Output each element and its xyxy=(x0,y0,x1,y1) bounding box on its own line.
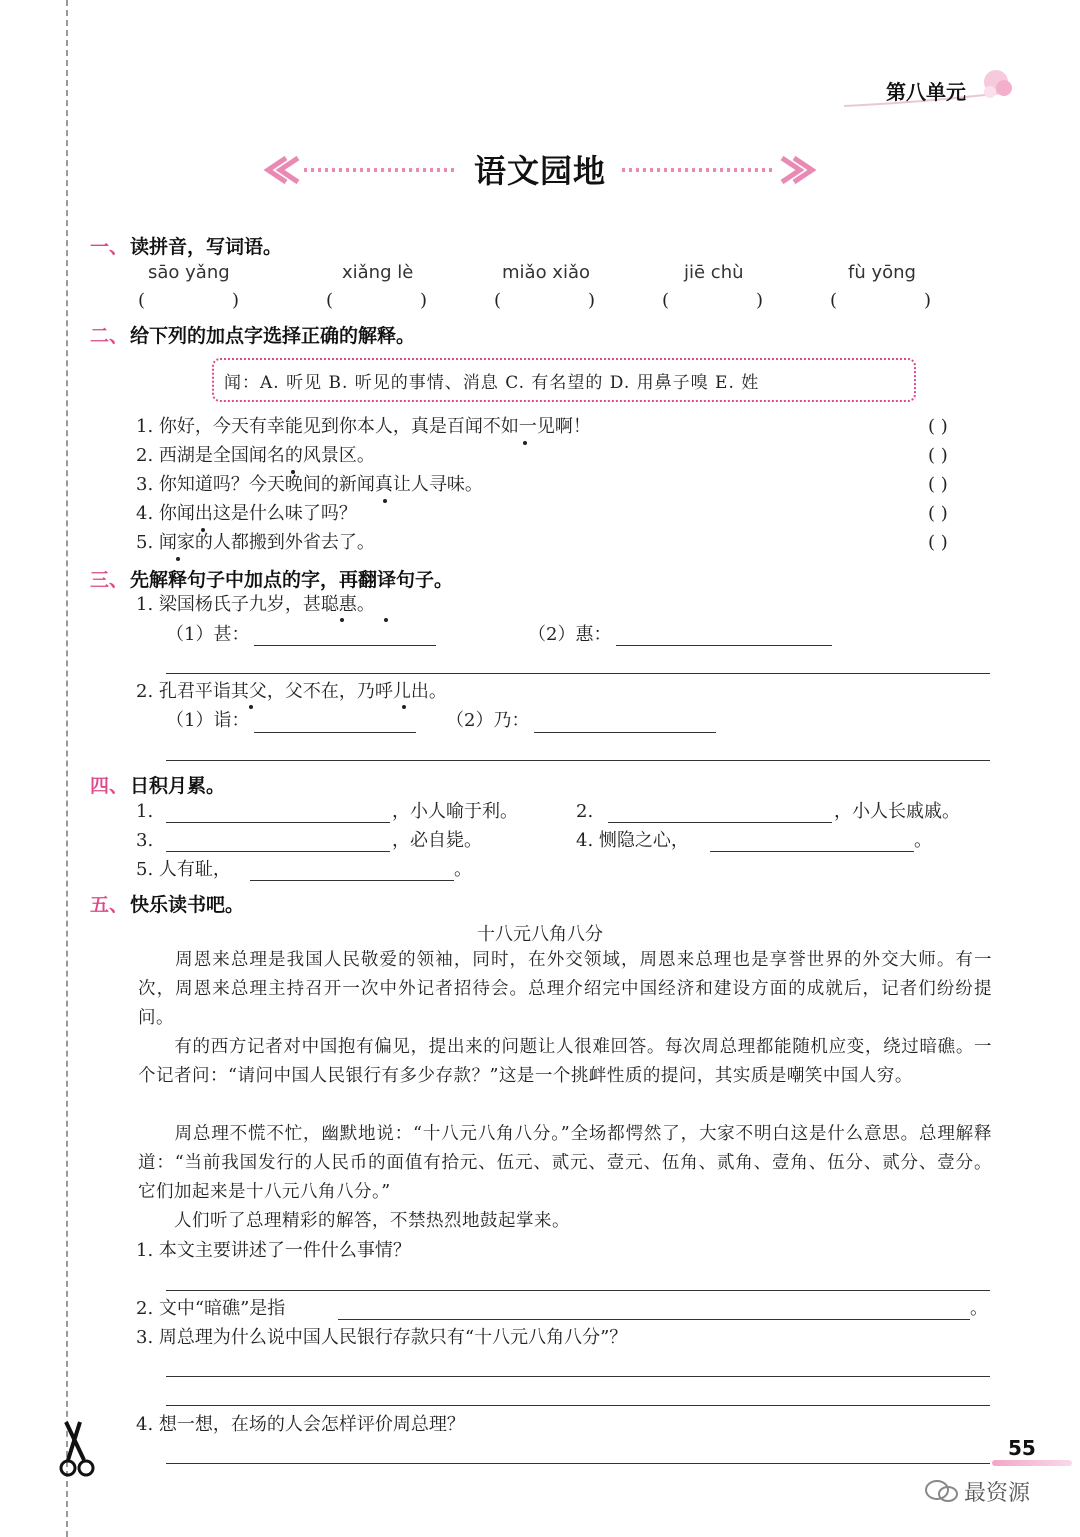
story-paragraph: 人们听了总理精彩的解答，不禁热烈地鼓起掌来。 xyxy=(138,1211,570,1231)
answer-line[interactable] xyxy=(166,851,390,852)
item-number: 3. xyxy=(136,830,154,851)
proverb-head: 5. 人有耻， xyxy=(136,859,231,880)
sentence-end: 。 xyxy=(970,1298,988,1319)
answer-line[interactable] xyxy=(608,822,832,823)
answer-open[interactable]: ( xyxy=(830,290,838,311)
explain-label: （1）诣： xyxy=(166,710,250,731)
answer-open[interactable]: ( xyxy=(494,290,502,311)
question-item: 3. 你知道吗？今天晚间的新闻真让人寻味。 xyxy=(136,474,483,495)
definition-text: 闻：A. 听见 B. 听见的事情、消息 C. 有名望的 D. 用鼻子嗅 E. 姓 xyxy=(224,373,760,393)
answer-paren[interactable]: ( ) xyxy=(928,532,948,553)
page-title-banner xyxy=(262,146,818,194)
wechat-icon xyxy=(924,1478,960,1504)
pinyin-5: fù yōng xyxy=(848,262,916,283)
proverb-tail: ，小人长戚戚。 xyxy=(834,801,960,822)
emphasis-dot xyxy=(402,705,406,709)
emphasis-dot xyxy=(340,618,344,622)
pinyin-3: miǎo xiǎo xyxy=(502,262,590,283)
answer-line[interactable] xyxy=(166,1405,990,1406)
answer-open[interactable]: ( xyxy=(326,290,334,311)
reading-question-2: 2. 文中“暗礁”是指 xyxy=(136,1298,286,1319)
answer-paren[interactable]: ( ) xyxy=(928,474,948,495)
page-number-bar xyxy=(992,1460,1072,1466)
reading-question-4: 4. 想一想，在场的人会怎样评价周总理？ xyxy=(136,1414,465,1435)
proverb-tail: ，小人喻于利。 xyxy=(392,801,518,822)
answer-line[interactable] xyxy=(166,822,390,823)
question-item: 2. 西湖是全国闻名的风景区。 xyxy=(136,445,375,466)
answer-paren[interactable]: ( ) xyxy=(928,503,948,524)
answer-line[interactable] xyxy=(616,645,832,646)
answer-line[interactable] xyxy=(710,851,914,852)
explain-label: （1）甚： xyxy=(166,624,250,645)
answer-close: ) xyxy=(756,290,764,311)
reading-question-3: 3. 周总理为什么说中国人民银行存款只有“十八元八角八分”？ xyxy=(136,1327,628,1348)
answer-line[interactable] xyxy=(166,1463,990,1464)
question-item: 5. 闻家的人都搬到外省去了。 xyxy=(136,532,375,553)
answer-line[interactable] xyxy=(338,1319,970,1320)
emphasis-dot xyxy=(384,618,388,622)
question-item: 4. 你闻出这是什么味了吗？ xyxy=(136,503,357,524)
explain-label: （2）乃： xyxy=(446,710,530,731)
answer-close: ) xyxy=(232,290,240,311)
classical-sentence-2: 2. 孔君平诣其父，父不在，乃呼儿出。 xyxy=(136,681,447,702)
page-number: 55 xyxy=(1008,1436,1036,1460)
item-number: 2. xyxy=(576,801,594,822)
answer-close: ) xyxy=(420,290,428,311)
story-paragraph: 周总理不慌不忙，幽默地说：“十八元八角八分。”全场都愕然了，大家不明白这是什么意思。总理解释道：“当前我国发行的人民币的面值有拾元、伍元、贰元、壹元、伍角、贰角、壹角、伍分、贰分、壹分。它们加起来是十八元八角八分。” xyxy=(138,1124,992,1202)
cut-line xyxy=(66,0,68,1537)
answer-open[interactable]: ( xyxy=(662,290,670,311)
answer-line[interactable] xyxy=(254,732,416,733)
story-title: 十八元八角八分 xyxy=(477,924,603,945)
answer-line[interactable] xyxy=(250,880,454,881)
proverb-end: 。 xyxy=(454,859,472,880)
proverb-tail: ，必自毙。 xyxy=(392,830,482,851)
item-number: 1. xyxy=(136,801,154,822)
classical-sentence-1: 1. 梁国杨氏子九岁，甚聪惠。 xyxy=(136,594,375,615)
pinyin-4: jiē chù xyxy=(684,262,744,283)
answer-paren[interactable]: ( ) xyxy=(928,416,948,437)
emphasis-dot xyxy=(291,470,295,474)
emphasis-dot xyxy=(176,557,180,561)
section-3-heading: 三、 先解释句子中加点的字，再翻译句子。 xyxy=(90,569,454,591)
page-title: 语文园地 xyxy=(473,152,606,190)
emphasis-dot xyxy=(383,499,387,503)
unit-label: 第八单元 xyxy=(886,80,966,104)
emphasis-dot xyxy=(523,441,527,445)
section-2-heading: 二、 给下列的加点字选择正确的解释。 xyxy=(90,325,416,347)
emphasis-dot xyxy=(249,705,253,709)
answer-line[interactable] xyxy=(166,1376,990,1377)
scissors-icon xyxy=(58,1420,102,1480)
proverb-head: 4. 恻隐之心， xyxy=(576,830,689,851)
answer-line[interactable] xyxy=(254,645,436,646)
section-1-heading: 一、 读拼音，写词语。 xyxy=(90,236,283,258)
watermark: 最资源 xyxy=(964,1481,1031,1506)
section-5-heading: 五、 快乐读书吧。 xyxy=(90,894,245,916)
answer-open[interactable]: ( xyxy=(138,290,146,311)
question-item: 1. 你好，今天有幸能见到你本人，真是百闻不如一见啊！ xyxy=(136,416,591,437)
answer-line[interactable] xyxy=(166,1290,990,1291)
section-4-heading: 四、 日积月累。 xyxy=(90,775,226,797)
answer-line[interactable] xyxy=(166,673,990,674)
pinyin-2: xiǎng lè xyxy=(342,262,414,283)
answer-line[interactable] xyxy=(534,732,716,733)
answer-line[interactable] xyxy=(166,760,990,761)
pinyin-1: sāo yǎng xyxy=(148,262,230,283)
explain-label: （2）惠： xyxy=(528,624,612,645)
answer-close: ) xyxy=(924,290,932,311)
emphasis-dot xyxy=(201,528,205,532)
answer-close: ) xyxy=(588,290,596,311)
answer-paren[interactable]: ( ) xyxy=(928,445,948,466)
reading-question-1: 1. 本文主要讲述了一件什么事情？ xyxy=(136,1240,411,1261)
story-paragraph: 周恩来总理是我国人民敬爱的领袖，同时，在外交领域，周恩来总理也是享誉世界的外交大师。有一次，周恩来总理主持召开一次中外记者招待会。总理介绍完中国经济和建设方面的成就后，记者们纷纷提问。 xyxy=(138,950,992,1028)
proverb-end: 。 xyxy=(914,830,932,851)
story-paragraph: 有的西方记者对中国抱有偏见，提出来的问题让人很难回答。每次周总理都能随机应变，绕过暗礁。一个记者问：“请问中国人民银行有多少存款？”这是一个挑衅性质的提问，其实质是嘲笑中国人穷。 xyxy=(138,1037,992,1086)
